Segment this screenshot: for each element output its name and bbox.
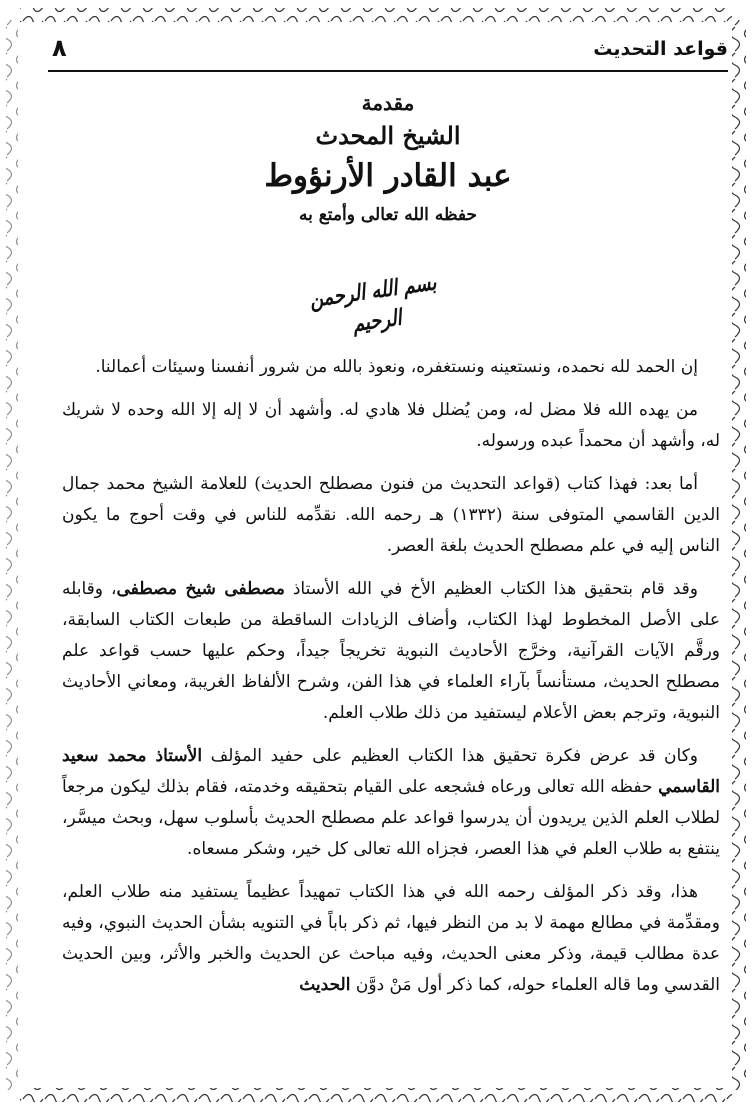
body-text [62, 352, 720, 1013]
running-title: قواعد التحديث [593, 38, 728, 60]
author-blessing: حفظه الله تعالى وأمتع به [298, 205, 477, 225]
paragraph-6-start: هذا، وقد ذكر المؤلف رحمه الله في هذا الكتاب تمهيداً عظيماً يستفيد منه طلاب العلم، ومقدِّمة في مطالع مهمة لا بد من النظر فيها، ثم ذكر باباً في التنويه بشأن الحديث النبوي، وفيه عدة مطالب قيمة، وذكر معنى الحديث، وفيه مباحث عن الحديث والخبر والأثر، وبين الحديث القدسي وما قاله العلماء حوله، كما ذكر أول مَنْ دوَّن [62, 882, 720, 995]
running-header [48, 36, 728, 72]
author-honorific: الشيخ المحدث [315, 121, 461, 150]
paragraph-4 [62, 574, 720, 729]
paragraph-6 [62, 877, 720, 1001]
author-name: عبد القادر الأرنؤوط [264, 158, 512, 194]
paragraph-5-start: وكان قد عرض فكرة تحقيق هذا الكتاب العظيم على حفيد المؤلف [210, 746, 698, 766]
paragraph-4-start: وقد قام بتحقيق هذا الكتاب العظيم الأخ في الله الأستاذ [292, 579, 698, 599]
paragraph-4-rest: ، وقابله على الأصل المخطوط لهذا الكتاب، وأضاف الزيادات الساقطة من طبعات الكتاب السابقة، ورقَّم الآيات القرآنية، وخرَّج الأحاديث النبوية تخريجاً جيداً، وحكم عليها حسب قواعد علم مصطلح الحديث، مستأنساً بآراء العلماء في هذا الفن، وشرح الألفاظ الغريبة، ومعاني الأحاديث النبوية، وترجم بعض الأعلام ليستفيد من ذلك طلاب العلم. [62, 579, 720, 723]
paragraph-1: إن الحمد لله نحمده، ونستعينه ونستغفره، ونعوذ بالله من شرور أنفسنا وسيئات أعمالنا. [95, 357, 698, 377]
paragraph-3: أما بعد: فهذا كتاب (قواعد التحديث من فنون مصطلح الحديث) للعلامة الشيخ محمد جمال الدين القاسمي المتوفى سنة (١٣٣٢) هـ رحمه الله. نقدِّمه للناس في وقت أحوج ما يكون الناس إليه في علم مصطلح الحديث بلغة العصر. [62, 474, 720, 556]
basmala-calligraphy [290, 262, 460, 338]
grandson-name: الأستاذ محمد سعيد القاسمي [62, 746, 720, 797]
paragraph-5 [62, 741, 720, 865]
paragraph-5-rest: حفظه الله تعالى ورعاه فشجعه على القيام بتحقيقه وخدمته، فقام بذلك ليكون مرجعاً لطلاب العلم الذين يريدون أن يدرسوا قواعد علم مصطلح الحديث بأسلوب سهل، وبحث ميسَّر، ينتفع به طلاب العلم في هذا العصر، فجزاه الله تعالى كل خير، وشكر مسعاه. [62, 777, 720, 859]
paragraph-6-end: الحديث [299, 975, 351, 995]
editor-name: مصطفى شيخ مصطفى [116, 579, 285, 599]
section-title: مقدمة [361, 91, 415, 115]
paragraph-2: من يهده الله فلا مضل له، ومن يُضلل فلا هادي له. وأشهد أن لا إله إلا الله وحده لا شريك له، وأشهد أن محمداً عبده ورسوله. [62, 400, 720, 451]
page-number: ٨ [52, 34, 67, 62]
title-block [48, 88, 728, 230]
basmala-text: بسم الله الرحمن الرحيم [307, 269, 438, 338]
